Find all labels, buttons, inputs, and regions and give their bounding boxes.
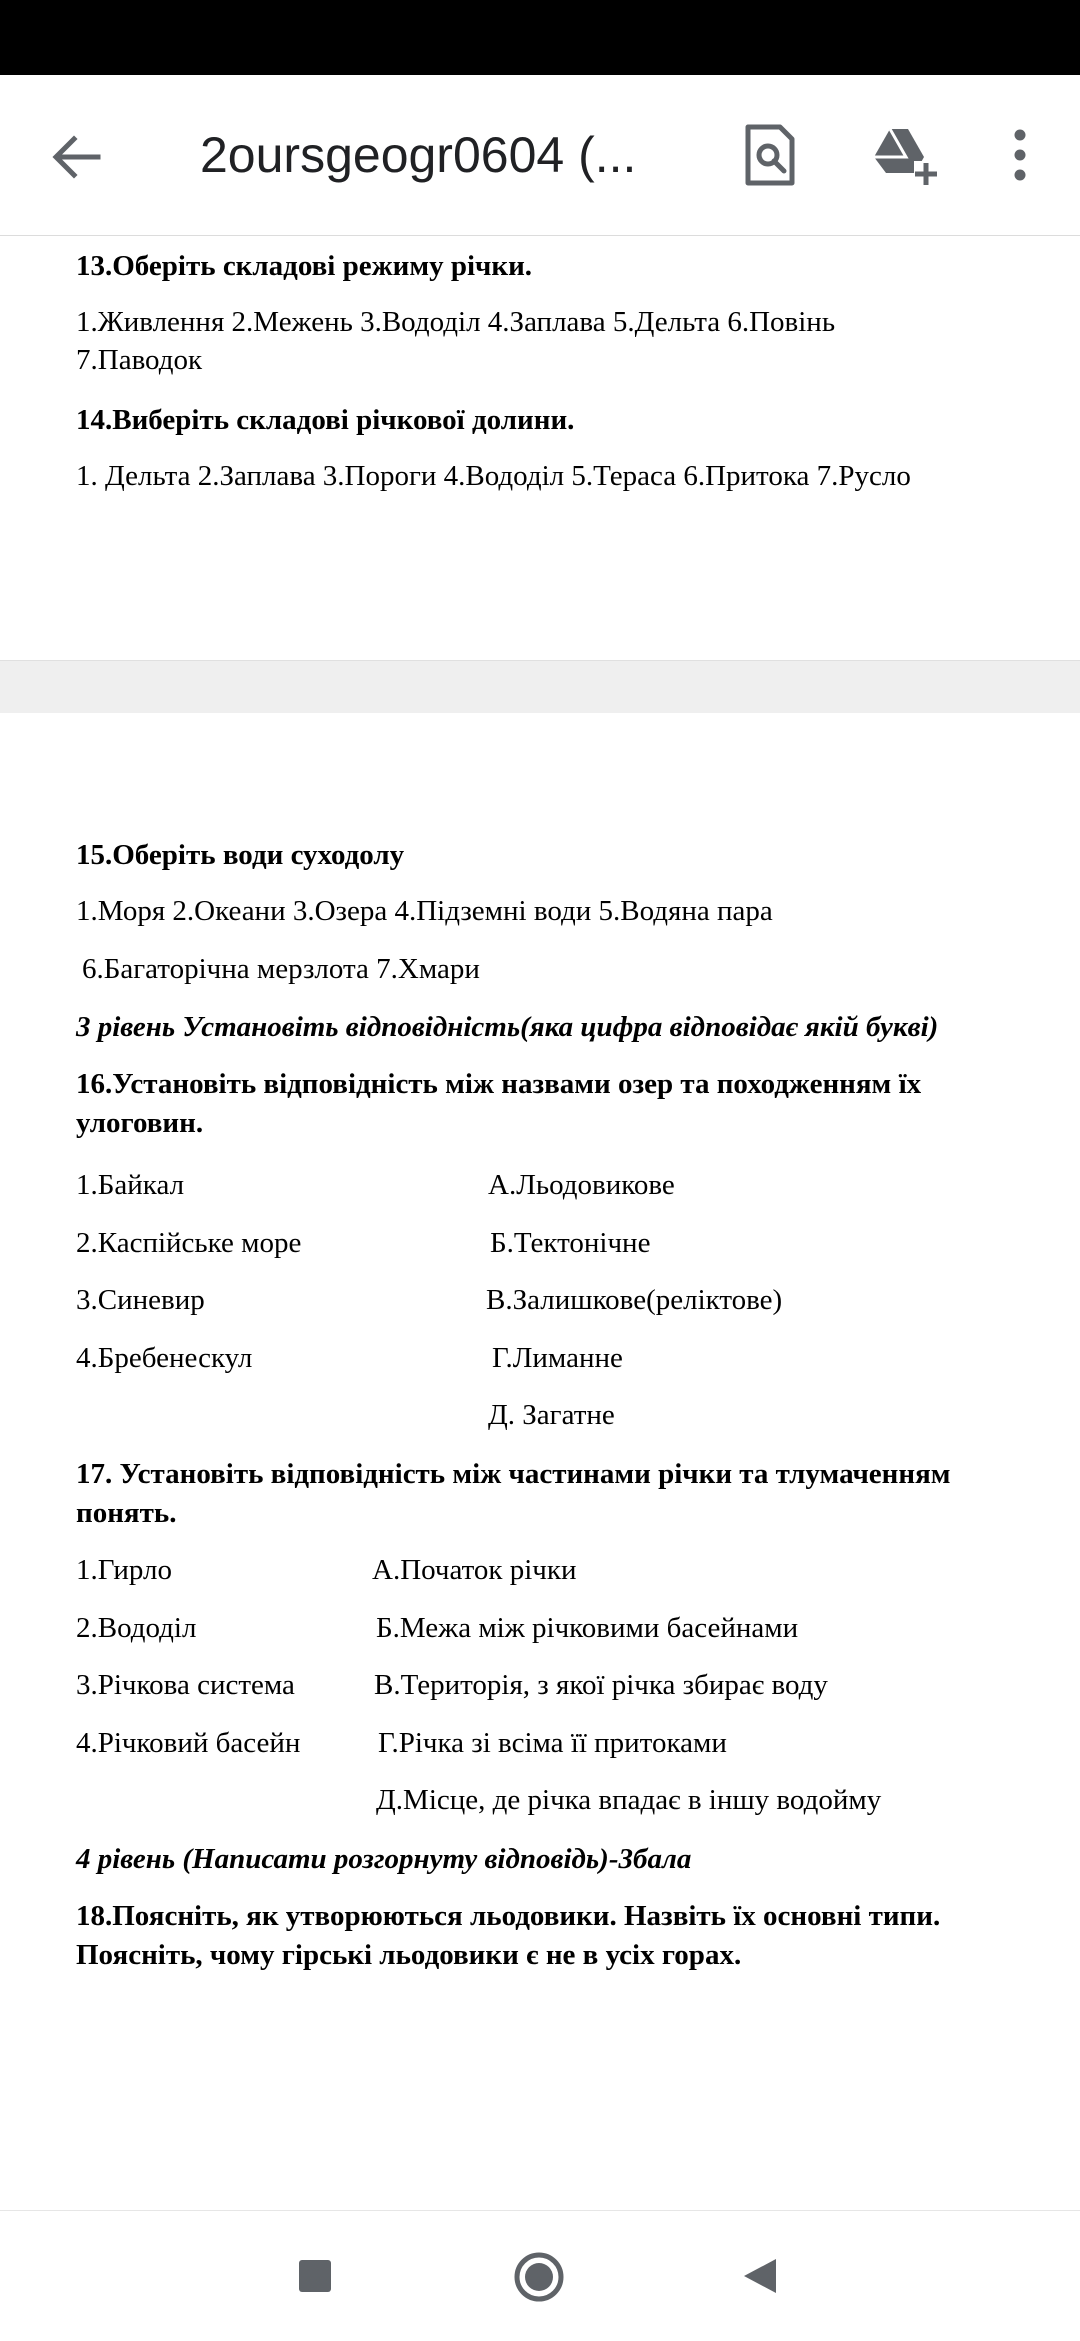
q13-title: 13.Оберіть складові режиму річки.	[76, 250, 533, 282]
status-bar	[0, 0, 1080, 75]
q17-left-item: 2.Вододіл	[76, 1612, 197, 1644]
q16-right-item: Г.Лиманне	[492, 1342, 623, 1374]
q17-right-item: А.Початок річки	[372, 1554, 577, 1586]
find-in-page-icon[interactable]	[740, 119, 800, 191]
q16-right-item: Б.Тектонічне	[490, 1227, 651, 1259]
document-title: 2oursgeogr0604 (...	[200, 127, 637, 183]
q17-left-item: 4.Річковий басейн	[76, 1727, 301, 1759]
q16-right-item: А.Льодовикове	[488, 1169, 675, 1201]
home-circle-icon[interactable]	[513, 2251, 565, 2303]
navigation-bar	[0, 2210, 1080, 2341]
q16-left-item: 3.Синевир	[76, 1284, 205, 1316]
q18-title: 18.Поясніть, як утворюються льодовики. Назвіть їх основні типи. Поясніть, чому гірські льодовики є не в усіх горах.	[76, 1900, 941, 1971]
q17-left-item: 3.Річкова система	[76, 1669, 295, 1701]
q16-left-item: 2.Каспійське море	[76, 1227, 302, 1259]
q13-options-cont: 7.Паводок	[76, 344, 203, 376]
page-separator	[0, 660, 1080, 714]
level4-heading: 4 рівень (Написати розгорнуту відповідь)-3бала	[76, 1843, 692, 1875]
q16-left-item: 4.Бребенескул	[76, 1342, 253, 1374]
q14-options: 1. Дельта 2.Заплава 3.Пороги 4.Вододіл 5.Тераса 6.Притока 7.Русло	[76, 460, 911, 492]
q17-right-item: Д.Місце, де річка впадає в іншу водойму	[376, 1784, 882, 1816]
q17-right-item: Г.Річка зі всіма її притоками	[378, 1727, 727, 1759]
q17-right-item: В.Територія, з якої річка збирає воду	[374, 1669, 828, 1701]
app-bar	[0, 75, 1080, 236]
document-page-2	[0, 713, 1080, 2210]
q16-title: 16.Установіть відповідність між назвами озер та походженням їх улоговин.	[76, 1068, 922, 1139]
more-vert-icon[interactable]	[1000, 119, 1040, 191]
recents-square-icon[interactable]	[298, 2259, 332, 2293]
arrow-left-icon[interactable]	[44, 125, 108, 189]
q15-title: 15.Оберіть води суходолу	[76, 839, 405, 871]
q15-options: 1.Моря 2.Океани 3.Озера 4.Підземні води 5.Водяна пара	[76, 895, 773, 927]
q16-right-item: Д. Загатне	[488, 1399, 615, 1431]
q17-right-item: Б.Межа між річковими басейнами	[376, 1612, 799, 1644]
q15-options-cont: 6.Багаторічна мерзлота 7.Хмари	[82, 953, 480, 985]
add-to-drive-icon[interactable]	[868, 119, 938, 191]
document-page-1	[0, 236, 1080, 660]
back-triangle-icon[interactable]	[742, 2257, 780, 2295]
level3-heading: 3 рівень Установіть відповідність(яка цифра відповідає якій букві)	[76, 1011, 939, 1043]
q14-title: 14.Виберіть складові річкової долини.	[76, 404, 575, 436]
q16-right-item: В.Залишкове(реліктове)	[486, 1284, 783, 1316]
q17-title: 17. Установіть відповідність між частинами річки та тлумаченням понять.	[76, 1458, 951, 1529]
q17-left-item: 1.Гирло	[76, 1554, 173, 1586]
q16-left-item: 1.Байкал	[76, 1169, 185, 1201]
q13-options: 1.Живлення 2.Межень 3.Вододіл 4.Заплава 5.Дельта 6.Повінь	[76, 306, 836, 338]
